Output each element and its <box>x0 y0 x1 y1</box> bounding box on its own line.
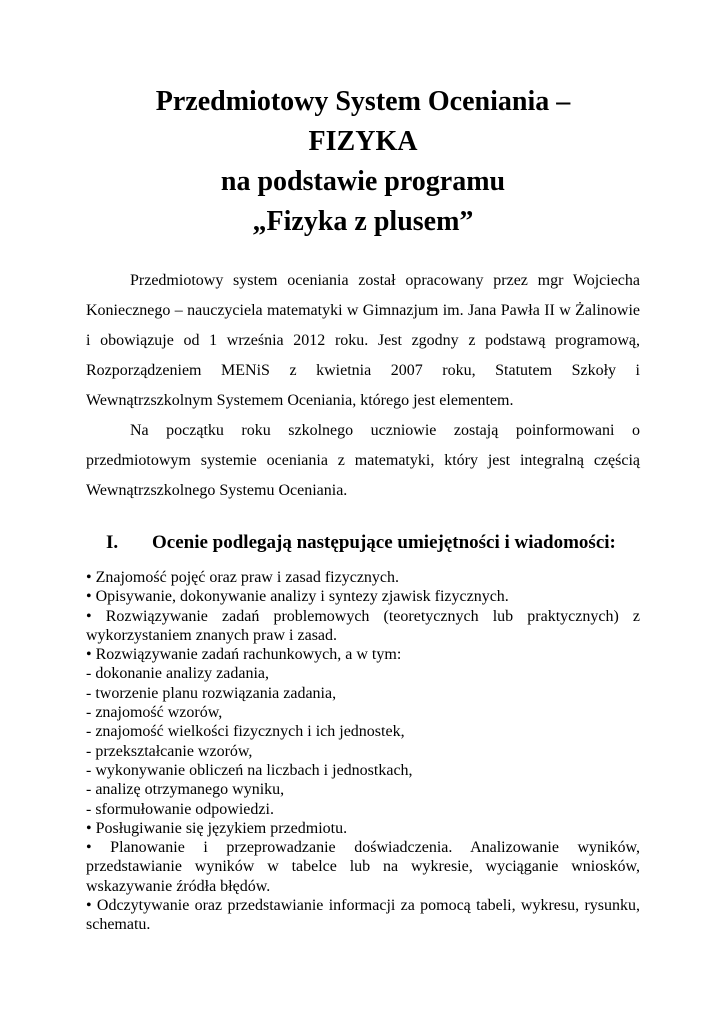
list-item: - tworzenie planu rozwiązania zadania, <box>86 684 337 702</box>
intro-paragraph: Przedmiotowy system oceniania został opracowany przez mgr Wojciecha Koniecznego – nauczyciela matematyki w Gimnazjum im. Jana Pawła II w Żalinowie i obowiązuje od 1 września 2012 roku. Jest zgodny z podstawą programową, Rozporządzeniem MENiS z kwietnia 2007 roku, Statutem Szkoły i Wewnątrzszkolnym Systemem Oceniania, którego jest elementem. <box>86 272 640 409</box>
list-item: • Opisywanie, dokonywanie analizy i syntezy zjawisk fizycznych. <box>86 588 509 606</box>
section-number: I. <box>106 532 119 553</box>
title-line: na podstawie programu <box>220 166 506 197</box>
intro-paragraph: Na początku roku szkolnego uczniowie zostają poinformowani o przedmiotowym systemie oceniania z matematyki, który jest integralną częścią Wewnątrzszkolnego Systemu Oceniania. <box>86 422 640 499</box>
title-line: Przedmiotowy System Oceniania – <box>155 86 571 117</box>
title-line: FIZYKA <box>308 126 418 157</box>
section-heading <box>86 532 640 554</box>
document-title <box>86 82 640 242</box>
list-item: - dokonanie analizy zadania, <box>86 665 270 683</box>
list-item: • Planowanie i przeprowadzanie doświadczenia. Analizowanie wyników, przedstawianie wyników w tabelce lub na wykresie, wyciąganie wniosków, wskazywanie źródła błędów. <box>86 839 640 895</box>
skills-list <box>86 568 640 935</box>
list-item: - znajomość wzorów, <box>86 704 223 722</box>
list-item: • Rozwiązywanie zadań rachunkowych, a w tym: <box>86 646 402 664</box>
list-item: - sformułowanie odpowiedzi. <box>86 800 274 818</box>
list-item: - znajomość wielkości fizycznych i ich jednostek, <box>86 723 405 741</box>
document-page <box>86 82 640 935</box>
list-item: • Posługiwanie się językiem przedmiotu. <box>86 819 348 837</box>
list-item: • Rozwiązywanie zadań problemowych (teoretycznych lub praktycznych) z wykorzystaniem znanych praw i zasad. <box>86 607 640 644</box>
list-item: - wykonywanie obliczeń na liczbach i jednostkach, <box>86 761 413 779</box>
list-item: • Znajomość pojęć oraz praw i zasad fizycznych. <box>86 569 400 586</box>
section-title: Ocenie podlegają następujące umiejętności i wiadomości: <box>152 532 616 553</box>
list-item: - analizę otrzymanego wyniku, <box>86 781 285 799</box>
list-item: - przekształcanie wzorów, <box>86 742 253 760</box>
title-line: „Fizyka z plusem” <box>252 206 474 237</box>
list-item: • Odczytywanie oraz przedstawianie informacji za pomocą tabeli, wykresu, rysunku, schematu. <box>86 897 640 934</box>
intro-section <box>86 266 640 506</box>
